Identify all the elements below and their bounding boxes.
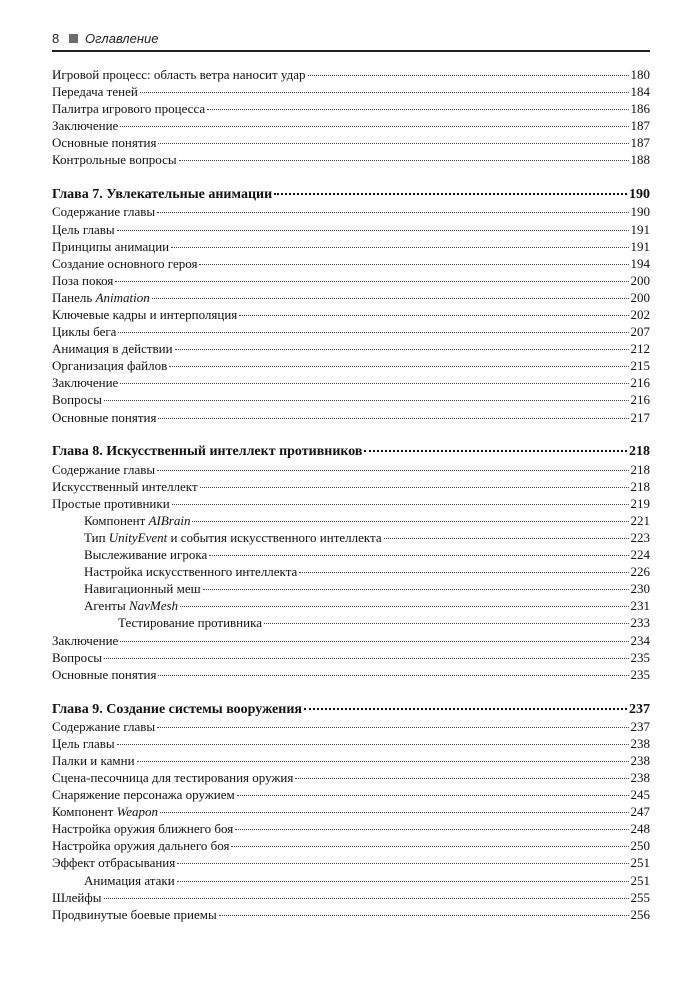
dot-leader xyxy=(117,230,629,231)
toc-page-number: 200 xyxy=(630,272,650,288)
toc-entry-title-text: Вопросы xyxy=(52,649,102,665)
toc-entry-title-text: Продвинутые боевые приемы xyxy=(52,906,217,922)
toc-entry-title-text: Снаряжение персонажа оружием xyxy=(52,787,235,803)
toc-entry-title xyxy=(52,718,155,735)
toc-entry xyxy=(52,323,650,340)
toc-entry-title-text: Глава 7. Увлекательные анимации xyxy=(52,187,273,203)
toc-entry-title xyxy=(52,357,167,374)
dot-leader xyxy=(219,915,629,916)
toc-page-number: 187 xyxy=(630,135,650,151)
toc-page-number: 237 xyxy=(629,701,650,717)
toc-chapter-heading xyxy=(52,701,650,718)
toc-entry-title-text: Компонент xyxy=(84,512,149,528)
toc-entry-title-text: Анимация в действии xyxy=(52,341,173,357)
toc-entry xyxy=(52,100,650,117)
toc-entry-title xyxy=(52,340,173,357)
toc-entry-title-text: Тип xyxy=(84,529,109,545)
toc-chapter-heading xyxy=(52,186,650,203)
toc-entry-title-text: Навигационный меш xyxy=(84,581,201,597)
toc-entry xyxy=(52,306,650,323)
toc-page-number: 223 xyxy=(630,529,650,545)
toc-page-number: 215 xyxy=(630,358,650,374)
dot-leader xyxy=(172,504,629,505)
toc-entry-title xyxy=(52,837,229,854)
toc-entry-title xyxy=(52,906,217,923)
toc-entry-title-text: Компонент xyxy=(52,804,117,820)
dot-leader xyxy=(207,109,628,110)
toc-entry-title-text: Искусственный интеллект xyxy=(52,478,198,494)
toc-entry-title xyxy=(52,391,102,408)
toc-entry-title xyxy=(52,134,156,151)
toc-page-number: 218 xyxy=(629,444,650,460)
toc-entry-title-text: Основные понятия xyxy=(52,135,157,151)
toc-entry-title xyxy=(52,221,115,238)
toc-entry-title-text: Настройка оружия ближнего боя xyxy=(52,821,234,837)
toc-entry xyxy=(52,221,650,238)
dot-leader xyxy=(264,623,629,624)
toc-page-number: 187 xyxy=(630,118,650,134)
toc-page-number: 200 xyxy=(630,289,650,305)
toc-entry-title-text: Ключевые кадры и интерполяция xyxy=(52,307,238,323)
running-header xyxy=(52,30,650,52)
toc-entry-title xyxy=(52,255,197,272)
dot-leader xyxy=(235,829,628,830)
toc-entry-title-text: Палитра игрового процесса xyxy=(52,101,206,117)
toc-entry-title-text: Глава 9. Создание системы вооружения xyxy=(52,701,302,717)
toc-entry xyxy=(52,769,650,786)
toc-entry-title xyxy=(52,478,198,495)
toc-entry-title xyxy=(52,820,233,837)
toc-entry-title xyxy=(52,203,155,220)
dot-leader xyxy=(237,795,629,796)
toc-page-number: 194 xyxy=(630,255,650,271)
toc-page-number: 231 xyxy=(630,598,650,614)
toc-entry xyxy=(52,340,650,357)
toc-entry-title-text: Вопросы xyxy=(52,392,102,408)
table-of-contents xyxy=(52,66,650,923)
toc-page-number: 217 xyxy=(630,409,650,425)
toc-page-number: 191 xyxy=(630,238,650,254)
toc-entry xyxy=(52,597,650,614)
toc-page-number: 218 xyxy=(630,478,650,494)
toc-entry xyxy=(52,391,650,408)
toc-entry xyxy=(52,357,650,374)
dot-leader xyxy=(274,193,627,195)
toc-entry xyxy=(52,289,650,306)
toc-entry-title xyxy=(52,614,262,631)
dot-leader xyxy=(171,247,628,248)
toc-entry-title-text: Агенты xyxy=(84,598,129,614)
toc-page-number: 237 xyxy=(630,718,650,734)
toc-entry-title-text: и события искусственного интеллекта xyxy=(167,529,382,545)
toc-entry-title xyxy=(52,272,113,289)
toc-entry-title xyxy=(52,803,158,820)
dot-leader xyxy=(304,708,627,710)
toc-entry-title xyxy=(52,461,155,478)
toc-page-number: 247 xyxy=(630,804,650,820)
toc-entry xyxy=(52,134,650,151)
dot-leader xyxy=(140,92,629,93)
toc-entry-title xyxy=(52,889,102,906)
toc-entry-title xyxy=(52,563,297,580)
dot-leader xyxy=(152,298,629,299)
dot-leader xyxy=(104,898,629,899)
running-title: Оглавление xyxy=(85,31,159,46)
toc-entry xyxy=(52,837,650,854)
toc-entry-title-text: Организация файлов xyxy=(52,358,168,374)
dot-leader xyxy=(137,761,629,762)
toc-entry-title xyxy=(52,409,156,426)
dot-leader xyxy=(364,450,627,452)
toc-entry xyxy=(52,461,650,478)
toc-entry-title xyxy=(52,632,118,649)
dot-leader xyxy=(384,538,629,539)
toc-entry-title-text: Панель xyxy=(52,289,96,305)
dot-leader xyxy=(239,315,628,316)
toc-entry-title xyxy=(52,117,118,134)
toc-page-number: 234 xyxy=(630,632,650,648)
toc-entry-title xyxy=(52,66,306,83)
toc-entry-title xyxy=(52,495,170,512)
toc-entry-title xyxy=(52,443,362,460)
toc-entry-title xyxy=(52,597,178,614)
toc-entry-title-text: Создание основного героя xyxy=(52,255,198,271)
toc-page-number: 238 xyxy=(630,752,650,768)
toc-entry-title-text: Заключение xyxy=(52,632,119,648)
toc-entry-title xyxy=(52,854,175,871)
toc-entry-title xyxy=(52,306,237,323)
toc-entry-title xyxy=(52,374,118,391)
toc-entry-title-text: Настройка оружия дальнего боя xyxy=(52,838,230,854)
toc-page-number: 190 xyxy=(630,204,650,220)
toc-entry-title-text: Палки и камни xyxy=(52,752,135,768)
toc-entry-title-text: Циклы бега xyxy=(52,324,117,340)
toc-entry-title-text: Выслеживание игрока xyxy=(84,547,208,563)
section-gap xyxy=(52,426,650,444)
toc-entry xyxy=(52,203,650,220)
dot-leader xyxy=(118,332,628,333)
toc-entry xyxy=(52,632,650,649)
toc-entry-title-text: Анимация атаки xyxy=(84,872,175,888)
section-gap xyxy=(52,169,650,187)
toc-page-number: 251 xyxy=(630,872,650,888)
dot-leader xyxy=(104,400,629,401)
toc-entry xyxy=(52,614,650,631)
dot-leader xyxy=(104,658,629,659)
dot-leader xyxy=(157,212,628,213)
toc-entry-title-text: Шлейфы xyxy=(52,889,102,905)
dot-leader xyxy=(115,281,628,282)
toc-page-number: 224 xyxy=(630,547,650,563)
dot-leader xyxy=(120,641,628,642)
dot-leader xyxy=(192,521,628,522)
toc-entry-title xyxy=(52,512,190,529)
toc-entry-title-italic: UnityEvent xyxy=(108,529,168,545)
toc-entry xyxy=(52,409,650,426)
toc-entry-title xyxy=(52,186,272,203)
toc-entry-title-text: Цель главы xyxy=(52,735,115,751)
toc-entry-title-italic: NavMesh xyxy=(128,598,179,614)
toc-entry xyxy=(52,649,650,666)
toc-page-number: 212 xyxy=(630,341,650,357)
toc-entry-title-text: Глава 8. Искусственный интеллект противников xyxy=(52,444,363,460)
toc-entry-title xyxy=(52,580,201,597)
toc-page-number: 233 xyxy=(630,615,650,631)
toc-entry-title xyxy=(52,752,135,769)
toc-entry xyxy=(52,151,650,168)
toc-page-number: 256 xyxy=(630,906,650,922)
toc-page-number: 188 xyxy=(630,152,650,168)
dot-leader xyxy=(120,126,628,127)
toc-entry-title xyxy=(52,666,156,683)
toc-entry-title xyxy=(52,289,150,306)
toc-page-number: 186 xyxy=(630,101,650,117)
toc-entry-title-text: Настройка искусственного интеллекта xyxy=(84,564,298,580)
toc-page-number: 190 xyxy=(629,187,650,203)
toc-entry xyxy=(52,854,650,871)
dot-leader xyxy=(295,778,628,779)
toc-entry-title xyxy=(52,100,205,117)
toc-page-number: 248 xyxy=(630,821,650,837)
toc-entry xyxy=(52,718,650,735)
toc-entry xyxy=(52,529,650,546)
toc-page-number: 230 xyxy=(630,581,650,597)
toc-entry-title-italic: Weapon xyxy=(116,804,158,820)
dot-leader xyxy=(299,572,628,573)
toc-entry-title-text: Контрольные вопросы xyxy=(52,152,177,168)
toc-entry xyxy=(52,563,650,580)
toc-entry-title-text: Содержание главы xyxy=(52,718,156,734)
toc-page-number: 226 xyxy=(630,564,650,580)
toc-entry-title xyxy=(52,735,115,752)
toc-entry xyxy=(52,580,650,597)
toc-page-number: 202 xyxy=(630,307,650,323)
toc-entry-title-text: Основные понятия xyxy=(52,666,157,682)
toc-entry xyxy=(52,238,650,255)
dot-leader xyxy=(117,744,629,745)
toc-entry-title-text: Содержание главы xyxy=(52,204,156,220)
toc-page-number: 207 xyxy=(630,324,650,340)
toc-entry-title-text: Сцена-песочница для тестирования оружия xyxy=(52,769,294,785)
dot-leader xyxy=(209,555,628,556)
toc-entry-title-text: Содержание главы xyxy=(52,461,156,477)
toc-page-number: 221 xyxy=(630,512,650,528)
dot-leader xyxy=(200,487,629,488)
toc-page-number: 216 xyxy=(630,392,650,408)
toc-entry xyxy=(52,872,650,889)
toc-entry xyxy=(52,255,650,272)
toc-entry xyxy=(52,66,650,83)
toc-entry xyxy=(52,83,650,100)
dot-leader xyxy=(160,812,629,813)
section-gap xyxy=(52,683,650,701)
toc-page-number: 219 xyxy=(630,495,650,511)
toc-entry xyxy=(52,820,650,837)
toc-page-number: 180 xyxy=(630,67,650,82)
toc-page-number: 251 xyxy=(630,855,650,871)
toc-entry xyxy=(52,906,650,923)
toc-entry-title xyxy=(52,872,175,889)
toc-entry xyxy=(52,786,650,803)
toc-entry-title-text: Передача теней xyxy=(52,84,138,100)
toc-entry-title-text: Заключение xyxy=(52,118,119,134)
toc-entry-title xyxy=(52,701,302,718)
toc-entry-title-text: Заключение xyxy=(52,375,119,391)
toc-entry xyxy=(52,803,650,820)
dot-leader xyxy=(120,383,628,384)
toc-entry xyxy=(52,117,650,134)
toc-entry-title xyxy=(52,546,207,563)
toc-entry xyxy=(52,478,650,495)
toc-entry xyxy=(52,272,650,289)
toc-entry-title xyxy=(52,238,169,255)
dot-leader xyxy=(231,846,628,847)
dot-leader xyxy=(179,160,629,161)
dot-leader xyxy=(158,675,628,676)
toc-entry-title-text: Эффект отбрасывания xyxy=(52,855,176,871)
toc-entry-title xyxy=(52,529,382,546)
dot-leader xyxy=(177,863,628,864)
toc-entry xyxy=(52,495,650,512)
dot-leader xyxy=(169,366,628,367)
toc-page-number: 238 xyxy=(630,735,650,751)
toc-entry-title-text: Тестирование противника xyxy=(118,615,262,631)
toc-entry-title-text: Принципы анимации xyxy=(52,238,170,254)
dot-leader xyxy=(157,470,628,471)
toc-entry-title-text: Простые противники xyxy=(52,495,170,511)
dot-leader xyxy=(175,349,629,350)
toc-page-number: 235 xyxy=(630,649,650,665)
dot-leader xyxy=(157,727,628,728)
toc-entry xyxy=(52,752,650,769)
toc-entry-title-italic: Animation xyxy=(95,289,150,305)
toc-entry-title xyxy=(52,649,102,666)
toc-entry xyxy=(52,374,650,391)
dot-leader xyxy=(199,264,628,265)
toc-entry-title xyxy=(52,769,293,786)
toc-entry xyxy=(52,512,650,529)
toc-entry-title-text: Основные понятия xyxy=(52,409,157,425)
toc-entry-title-italic: AIBrain xyxy=(148,512,191,528)
toc-entry-title-text: Цель главы xyxy=(52,221,115,237)
toc-page-number: 191 xyxy=(630,221,650,237)
toc-page-number: 245 xyxy=(630,787,650,803)
toc-entry-title xyxy=(52,786,235,803)
toc-page-number: 250 xyxy=(630,838,650,854)
dot-leader xyxy=(180,606,628,607)
toc-entry xyxy=(52,546,650,563)
toc-page-number: 218 xyxy=(630,461,650,477)
toc-entry-title xyxy=(52,151,177,168)
dot-leader xyxy=(203,589,629,590)
toc-entry-title-text: Игровой процесс: область ветра наносит удар xyxy=(52,67,306,82)
toc-entry xyxy=(52,889,650,906)
dot-leader xyxy=(177,881,629,882)
toc-chapter-heading xyxy=(52,443,650,460)
toc-page-number: 235 xyxy=(630,666,650,682)
toc-entry-title xyxy=(52,323,116,340)
toc-entry-title xyxy=(52,83,138,100)
toc-entry-title-text: Поза покоя xyxy=(52,272,114,288)
toc-page-number: 238 xyxy=(630,769,650,785)
toc-entry xyxy=(52,735,650,752)
toc-page-number: 216 xyxy=(630,375,650,391)
square-marker-icon xyxy=(69,34,78,43)
toc-page-number: 255 xyxy=(630,889,650,905)
toc-entry xyxy=(52,666,650,683)
dot-leader xyxy=(158,418,628,419)
dot-leader xyxy=(158,143,628,144)
dot-leader xyxy=(308,75,629,76)
page-number: 8 xyxy=(52,31,60,46)
toc-page-number: 184 xyxy=(630,84,650,100)
